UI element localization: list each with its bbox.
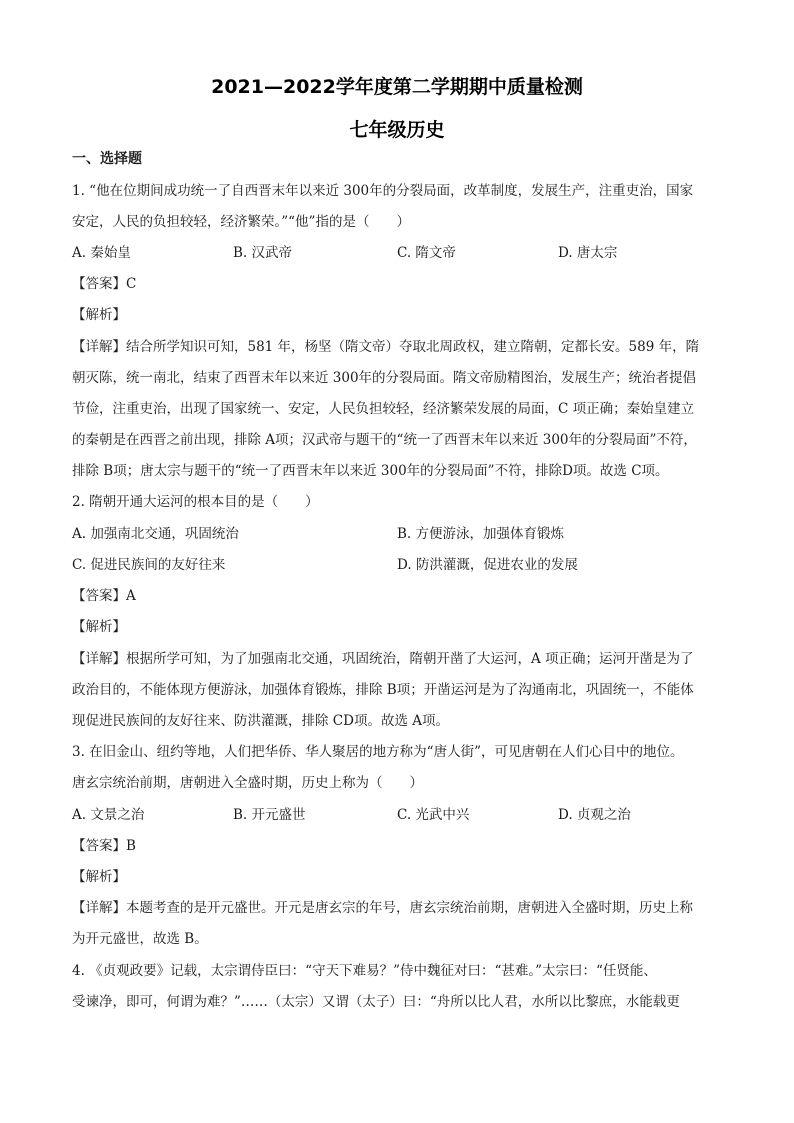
q3-analysis-label: 【解析】 <box>72 869 126 885</box>
q3-stem-line2: 唐玄宗统治前期，唐朝进入全盛时期，历史上称为（ ） <box>72 775 423 791</box>
q1-analysis-label: 【解析】 <box>72 307 126 323</box>
q1-detail-line: 朝灭陈，统一南北，结束了西晋末年以来近 300年的分裂局面。隋文帝励精图治，发展生产；统治者提倡 <box>72 370 697 386</box>
q1-option-a: A. 秦始皇 <box>72 245 131 261</box>
q3-option-a: A. 文景之治 <box>72 807 145 823</box>
q2-answer: 【答案】A <box>72 588 136 604</box>
q1-detail-line: 排除 B项；唐太宗与题干的“统一了西晋末年以来近 300年的分裂局面”不符，排除D项。故选 C项。 <box>72 463 669 479</box>
q3-stem-line1: 3. 在旧金山、纽约等地，人们把华侨、华人聚居的地方称为“唐人街”，可见唐朝在人们心目中的地位。 <box>72 744 684 760</box>
q3-detail-line: 【详解】本题考查的是开元盛世。开元是唐玄宗的年号，唐玄宗统治前期，唐朝进入全盛时期，历史上称 <box>72 900 693 916</box>
q4-stem-line1: 4. 《贞观政要》记载，太宗谓侍臣曰：“守天下难易？”侍中魏征对曰：“甚难。”太宗曰：“任贤能、 <box>72 963 657 979</box>
q1-answer: 【答案】C <box>72 276 137 292</box>
q1-detail-line: 的秦朝是在西晋之前出现，排除 A项；汉武帝与题干的“统一了西晋末年以来近 300年的分裂局面”不符， <box>72 432 697 448</box>
q1-detail-line: 【详解】结合所学知识可知，581 年，杨坚（隋文帝）夺取北周政权，建立隋朝，定都长安。589 年，隋 <box>72 339 700 355</box>
q1-option-c: C. 隋文帝 <box>397 245 456 261</box>
q2-stem: 2. 隋朝开通大运河的根本目的是（ ） <box>72 494 319 510</box>
q1-stem-line1: 1. “他在位期间成功统一了自西晋末年以来近 300年的分裂局面，改革制度，发展生产，注重吏治，国家 <box>72 183 694 199</box>
q3-option-c: C. 光武中兴 <box>397 807 470 823</box>
q2-option-d: D. 防洪灌溉，促进农业的发展 <box>397 557 578 573</box>
q2-option-c: C. 促进民族间的友好往来 <box>72 557 226 573</box>
q1-detail-line: 节俭，注重吏治，出现了国家统一、安定，人民负担较轻，经济繁荣发展的局面，C 项正确；秦始皇建立 <box>72 401 695 417</box>
q4-stem-line2: 受谏净，即可，何谓为难？”……（太宗）又谓（太子）曰：“舟所以比人君，水所以比黎庶，水能载更 <box>72 994 680 1010</box>
document-title: 2021—2022学年度第二学期期中质量检测 <box>211 76 583 98</box>
q2-option-a: A. 加强南北交通，巩固统治 <box>72 526 239 542</box>
section-heading: 一、选择题 <box>72 151 142 167</box>
q2-analysis-label: 【解析】 <box>72 619 126 635</box>
q1-option-b: B. 汉武帝 <box>233 245 293 261</box>
q2-detail-line: 现促进民族间的友好往来、防洪灌溉，排除 CD项。故选 A项。 <box>72 713 449 729</box>
q3-detail-line: 为开元盛世，故选 B。 <box>72 931 208 947</box>
q3-option-d: D. 贞观之治 <box>558 807 631 823</box>
q2-detail-line: 政治目的，不能体现方便游泳，加强体育锻炼，排除 B项；开凿运河是为了沟通南北，巩固统一，不能体 <box>72 682 694 698</box>
document-subtitle: 七年级历史 <box>349 119 445 141</box>
q3-answer: 【答案】B <box>72 838 136 854</box>
q2-option-b: B. 方便游泳，加强体育锻炼 <box>397 526 565 542</box>
q1-option-d: D. 唐太宗 <box>558 245 618 261</box>
q2-detail-line: 【详解】根据所学可知，为了加强南北交通，巩固统治，隋朝开凿了大运河，A 项正确；运河开凿是为了 <box>72 651 694 667</box>
q1-stem-line2: 安定，人民的负担较轻，经济繁荣。”“他”指的是（ ） <box>72 214 410 230</box>
q3-option-b: B. 开元盛世 <box>233 807 306 823</box>
